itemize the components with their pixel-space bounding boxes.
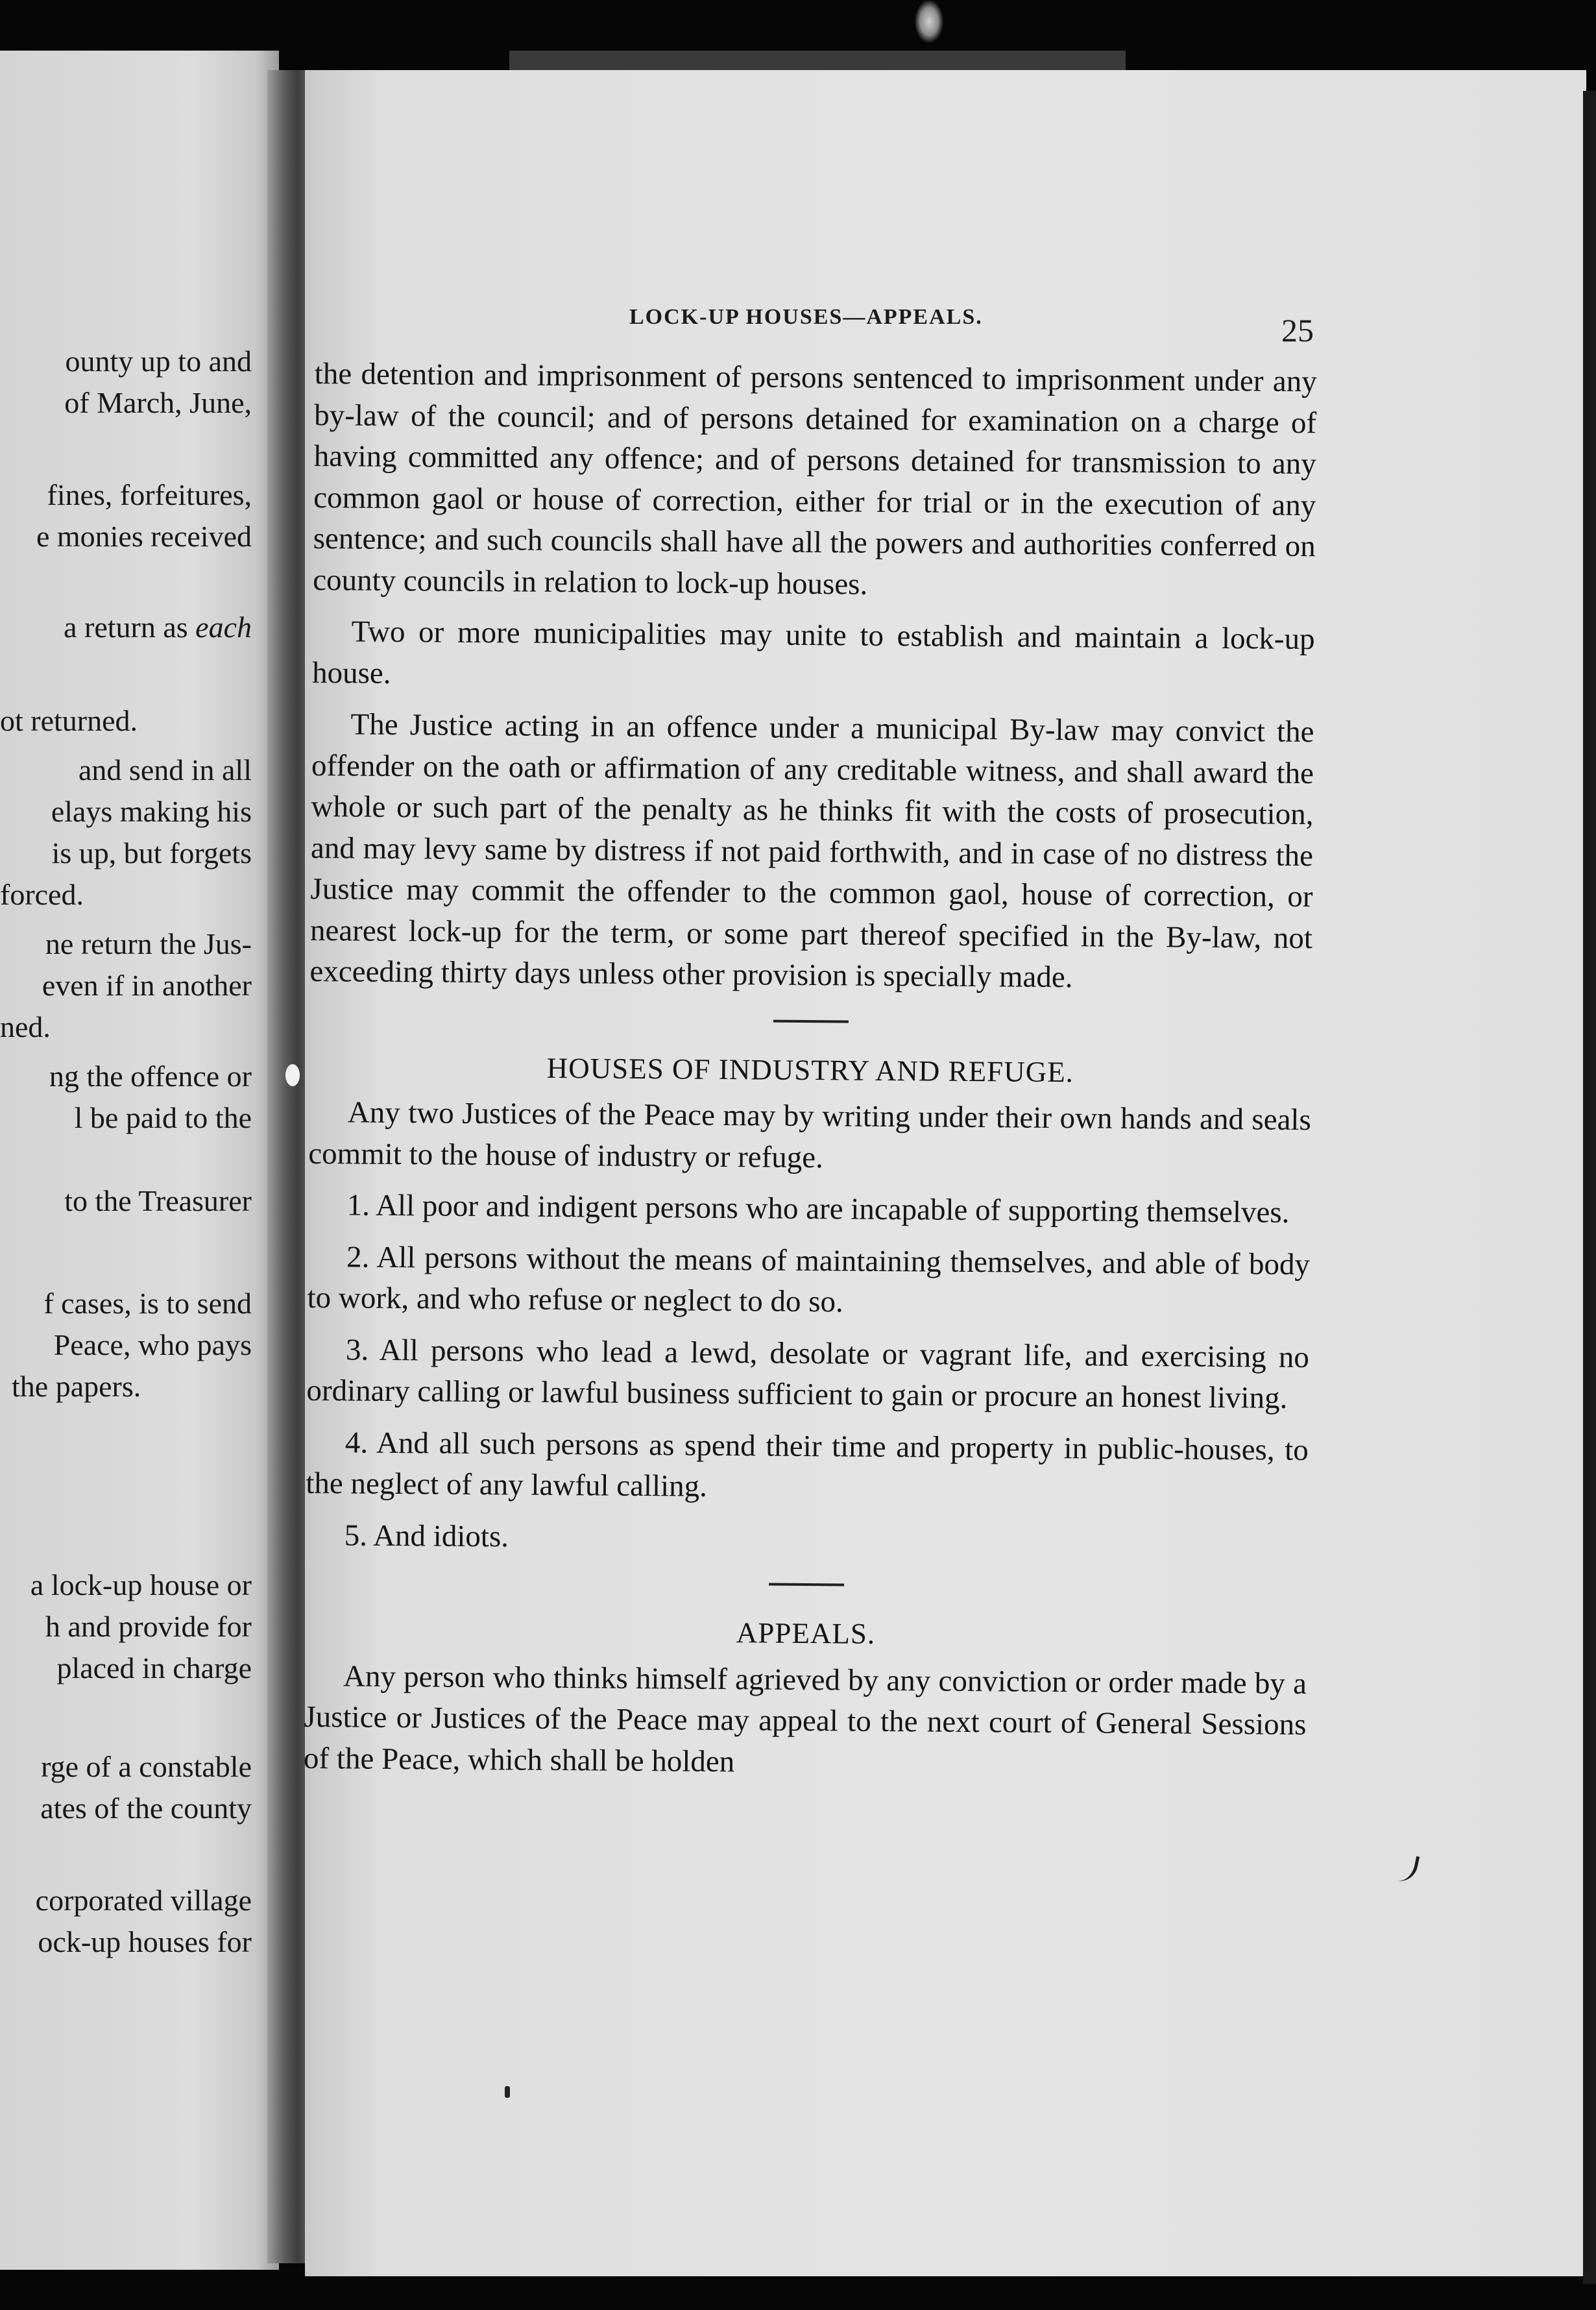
list-item: 2. All persons without the means of maintaining themselves, and able of body to work, and who refuse or neglect to do so. xyxy=(307,1239,1311,1319)
left-line: corporated village xyxy=(35,1884,252,1917)
running-title: LOCK-UP HOUSES—APPEALS. xyxy=(629,305,983,329)
margin-blot xyxy=(285,1064,300,1086)
paragraph: The Justice acting in an offence under a municipal By-law may convict the offender on the oath or affirmation of any creditable witness, and shall award the whole or such part of the penalty as he thinks fit with the costs of prosecution, and may levy same by distress if not paid forthwith, and in case of no distress the Justice may commit the offender to the common gaol, house of correction, or nearest lock-up for the term, or some part thereof specified in the By-law, not exceeding thirty days unless other provision is specially made. xyxy=(309,707,1314,995)
left-line: the papers. xyxy=(12,1370,141,1403)
left-line: ates of the county xyxy=(40,1792,252,1825)
left-line: e monies received xyxy=(36,520,252,553)
left-line: forced. xyxy=(0,878,84,911)
left-line: ne return the Jus- xyxy=(45,927,252,960)
left-line: ng the offence or xyxy=(49,1060,252,1093)
left-line: placed in charge xyxy=(56,1651,252,1684)
section-rule xyxy=(773,1019,848,1023)
paragraph: Two or more municipalities may unite to establish and maintain a lock-up house. xyxy=(311,614,1315,690)
page-text xyxy=(304,354,1317,1787)
top-speck xyxy=(915,0,943,43)
list-item: 4. And all such persons as spend their time and property in public-houses, to the neglect of any lawful calling. xyxy=(306,1425,1309,1503)
left-line: h and provide for xyxy=(45,1610,252,1643)
left-line: even if in another xyxy=(42,969,252,1002)
left-line-text: a return as each xyxy=(64,611,252,644)
left-line: a lock-up house or xyxy=(30,1568,252,1601)
left-line: ned. xyxy=(0,1010,51,1043)
section-heading: APPEALS. xyxy=(736,1616,876,1650)
list-item: 1. All poor and indigent persons who are incapable of supporting themselves. xyxy=(346,1188,1290,1230)
ink-speck xyxy=(505,2086,510,2098)
left-line: elays making his xyxy=(51,795,252,828)
left-line: ock-up houses for xyxy=(38,1925,252,1958)
left-line: and send in all xyxy=(79,753,252,786)
page-number: 25 xyxy=(1281,312,1314,348)
left-line: rge of a constable xyxy=(41,1750,252,1783)
left-line: of March, June, xyxy=(64,386,252,419)
left-line: l be paid to the xyxy=(74,1101,252,1134)
left-line: is up, but forgets xyxy=(51,836,252,869)
paragraph: Any two Justices of the Peace may by writing under their own hands and seals commit to the house of industry or refuge. xyxy=(308,1095,1311,1174)
list-item: 3. All persons who lead a lewd, desolate or vagrant life, and exercising no ordinary calling or lawful business sufficient to gain or procure an honest living. xyxy=(306,1332,1310,1415)
list-item: 5. And idiots. xyxy=(344,1518,509,1553)
left-line: Peace, who pays xyxy=(53,1328,252,1361)
section-rule xyxy=(769,1583,844,1587)
left-line: ot returned. xyxy=(0,704,138,737)
italic-word: each xyxy=(195,611,252,644)
section-heading: HOUSES OF INDUSTRY AND REFUGE. xyxy=(546,1051,1074,1088)
paragraph: Any person who thinks himself agrieved by any conviction or order made by a Justice or Justices of the Peace may appeal to the next court of General Sessions of the Peace, which shall be holden xyxy=(303,1659,1307,1779)
page-edge-shadow xyxy=(1583,91,1596,2284)
scan-strip xyxy=(509,51,1126,73)
left-line: fines, forfeitures, xyxy=(47,478,252,511)
left-line: to the Treasurer xyxy=(64,1184,252,1217)
left-line: f cases, is to send xyxy=(43,1287,252,1320)
left-page xyxy=(0,51,279,2270)
paragraph: the detention and imprisonment of persons sentenced to imprisonment under any by-law of the council; and of persons detained for examination on a charge of having committed any offence; and of persons detained for transmission to any common gaol or house of correction, either for trial or in the execution of any sentence; and such councils shall have all the powers and authorities conferred on county councils in relation to lock-up houses. xyxy=(313,356,1317,602)
left-line xyxy=(64,610,252,644)
left-line: ounty up to and xyxy=(65,345,252,378)
